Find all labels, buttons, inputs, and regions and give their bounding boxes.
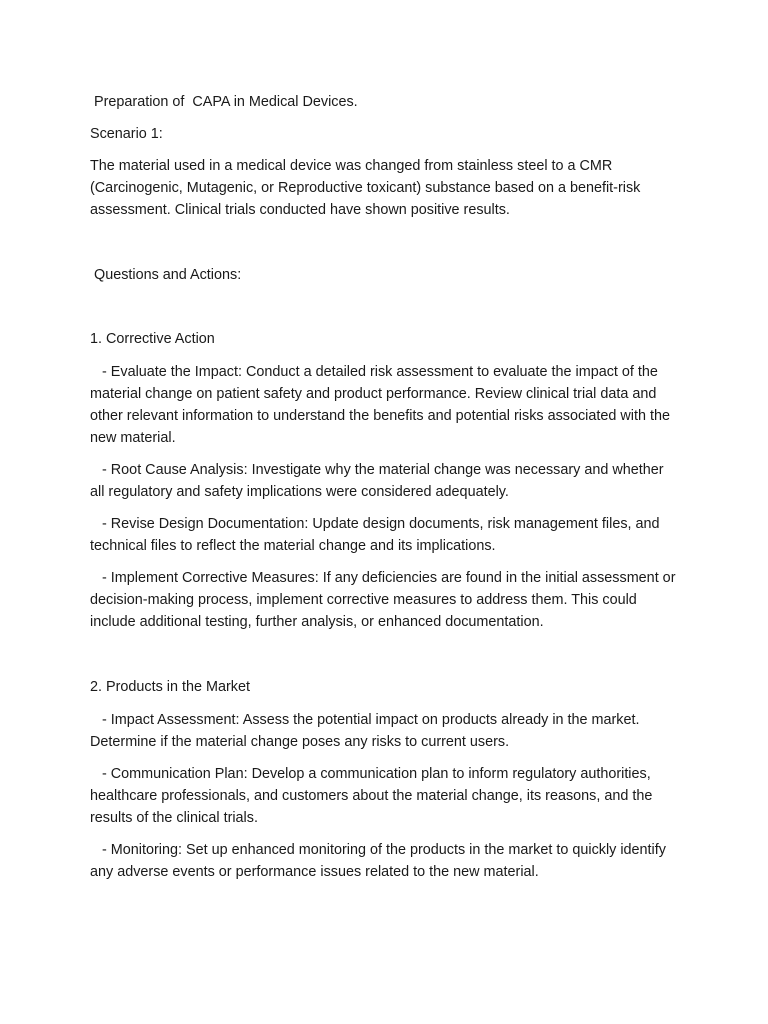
action-item: - Implement Corrective Measures: If any deficiencies are found in the initial assessment or decision-making process, implement corrective measures to address them. This could include additional testing, further analysis, or enhanced documentation. (90, 570, 680, 630)
section-heading: 2. Products in the Market (90, 679, 250, 695)
action-item: - Communication Plan: Develop a communication plan to inform regulatory authorities, healthcare professionals, and customers about the material change, its reasons, and the results of the clinical trials. (90, 766, 657, 826)
document-title: Preparation of CAPA in Medical Devices. (90, 94, 358, 110)
section-products-in-market (90, 676, 680, 883)
action-item: - Root Cause Analysis: Investigate why the material change was necessary and whether all regulatory and safety implications were considered adequately. (90, 462, 668, 500)
action-item: - Monitoring: Set up enhanced monitoring of the products in the market to quickly identify any adverse events or performance issues related to the new material. (90, 842, 670, 880)
action-item: - Evaluate the Impact: Conduct a detailed risk assessment to evaluate the impact of the material change on patient safety and product performance. Review clinical trial data and other relevant information to understand the benefits and potential risks associated with the new material. (90, 364, 674, 446)
action-item: - Revise Design Documentation: Update design documents, risk management files, and technical files to reflect the material change and its implications. (90, 516, 664, 554)
section-corrective-action (90, 328, 680, 633)
section-heading: 1. Corrective Action (90, 331, 215, 347)
scenario-description: The material used in a medical device was changed from stainless steel to a CMR (Carcinogenic, Mutagenic, or Reproductive toxicant) substance based on a benefit-risk assessment. Clinical trials conducted have shown positive results. (90, 158, 645, 218)
action-item: - Impact Assessment: Assess the potential impact on products already in the market. Determine if the material change poses any risks to current users. (90, 712, 644, 750)
scenario-label: Scenario 1: (90, 126, 163, 142)
document-page (90, 91, 680, 893)
questions-heading: Questions and Actions: (90, 267, 242, 283)
